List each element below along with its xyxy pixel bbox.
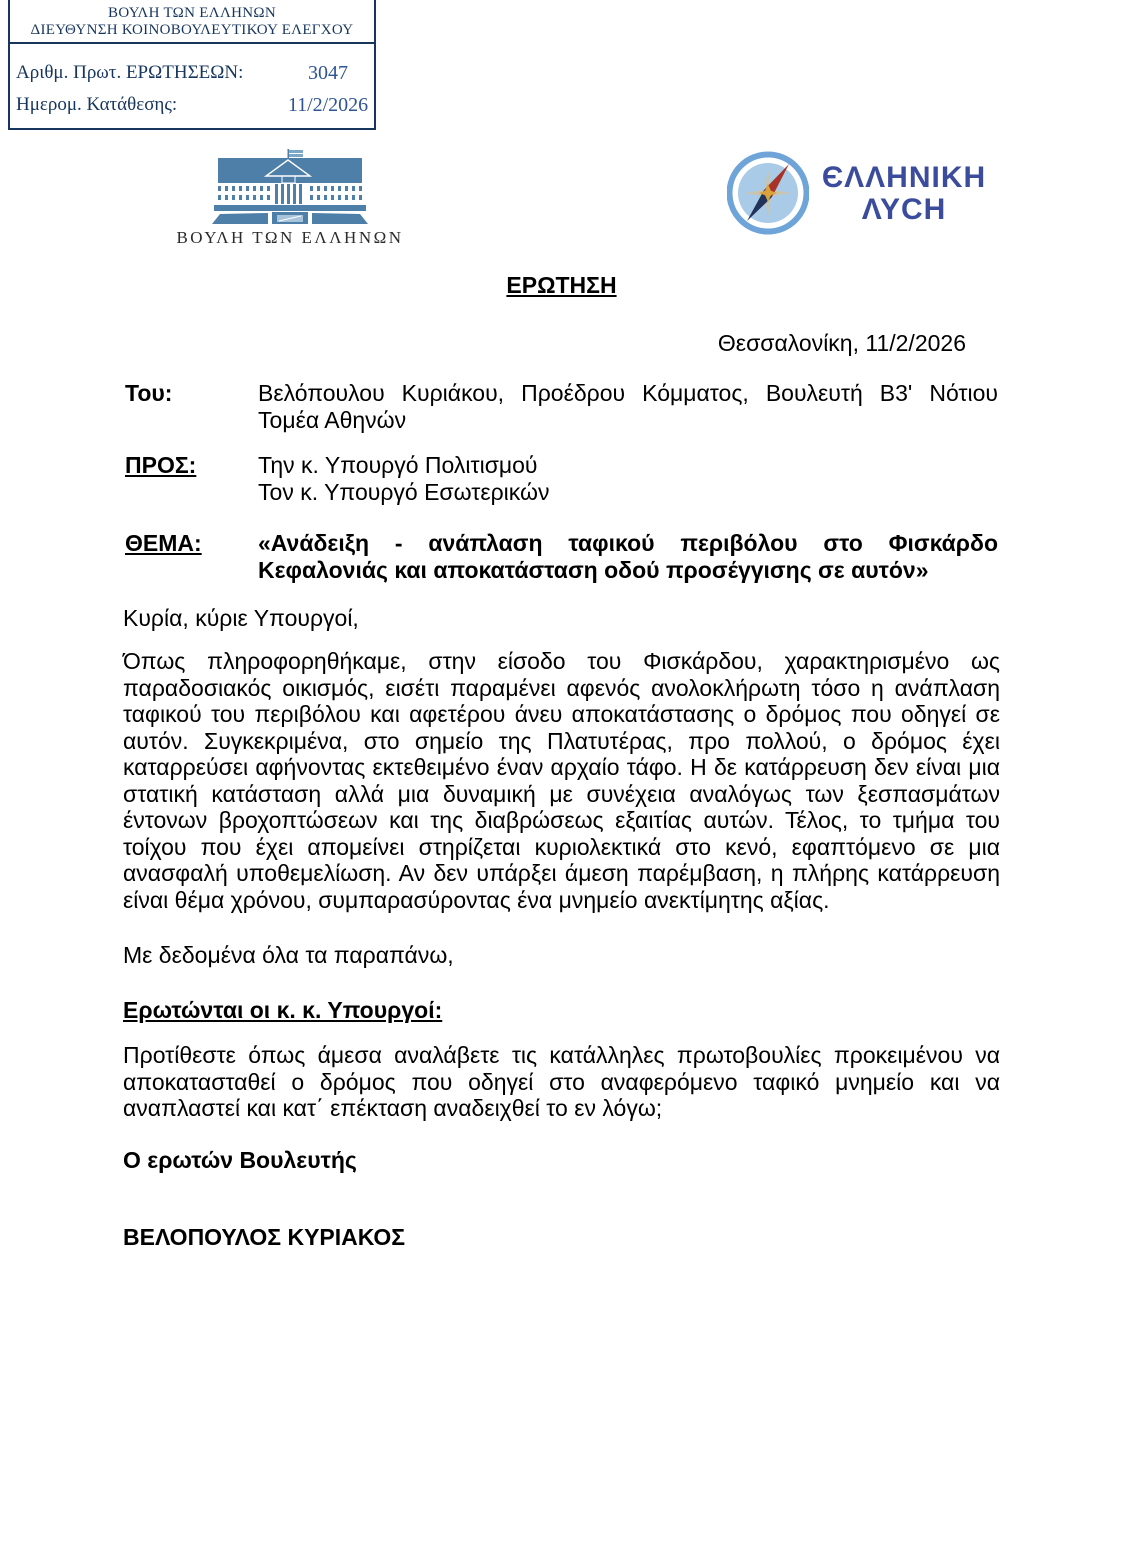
body-paragraph: Όπως πληροφορηθήκαμε, στην είσοδο του Φισκάρδου, χαρακτηρισμένο ως παραδοσιακός οικισμός, εισέτι παραμένει αφενός ανολοκλήρωτη τόσο η ανάπλαση ταφικού του περιβόλου και αφετέρου άνευ αποκατάστασης ο δρόμος που οδηγεί σε αυτόν. Συγκεκριμένα, στο σημείο της Πλατυτέρας, προ πολλού, ο δρόμος έχει καταρρεύσει αφήνοντας εκτεθειμένο έναν αρχαίο τάφο. Η δε κατάρρευση δεν είναι μια στατική κατάσταση αλλά μια δυναμική με συνέχεια αναλόγως των ξεσπασμάτων έντονων βροχοπτώσεων και της διαβρώσεως εξαιτίας αυτών. Τέλος, το τμήμα του τοίχου που έχει απομείνει στηρίζεται κυριολεκτικά στο κενό, εφαπτόμενο σε μια ανασφαλή υποθεμελίωση. Αν δεν υπάρξει άμεση παρέμβαση, η πλήρης κατάρρευση είναι θέμα χρόνου, συμπαρασύροντας ένα μνημείο ανεκτίμητης αξίας. bbox=[123, 648, 1000, 913]
to-label: ΠΡΟΣ: bbox=[125, 452, 197, 478]
deposit-date-label: Ημερομ. Κατάθεσης: bbox=[16, 94, 178, 115]
deposit-date-value: 11/2/2026 bbox=[287, 94, 369, 116]
signature-role: Ο ερωτών Βουλευτής bbox=[123, 1147, 357, 1173]
subject-section bbox=[123, 530, 1000, 583]
parliament-logo bbox=[170, 149, 410, 248]
stamp-org-line2: ΔΙΕΥΘΥΝΣΗ ΚΟΙΝΟΒΟΥΛΕΥΤΙΚΟΥ ΕΛΕΓΧΟΥ bbox=[30, 22, 354, 38]
question-heading bbox=[123, 997, 1000, 1024]
signature-name: ΒΕΛΟΠΟΥΛΟΣ ΚΥΡΙΑΚΟΣ bbox=[123, 1224, 406, 1250]
document-title bbox=[123, 272, 1000, 299]
subject-text: «Ανάδειξη - ανάπλαση ταφικού περιβόλου στο Φισκάρδο Κεφαλονιάς και αποκατάσταση οδού προσέγγισης σε αυτόν» bbox=[258, 530, 998, 583]
document-title-text: ΕΡΩΤΗΣΗ bbox=[506, 272, 617, 298]
subject-label: ΘΕΜΑ: bbox=[125, 530, 202, 556]
to-recipient-2: Τον κ. Υπουργό Εσωτερικών bbox=[258, 478, 550, 505]
protocol-stamp-box bbox=[8, 0, 376, 130]
parliament-building-icon bbox=[210, 149, 370, 225]
party-name-line2: ΛΥCΗ bbox=[861, 193, 947, 226]
from-label: Του: bbox=[125, 380, 173, 406]
to-recipient-1: Την κ. Υπουργό Πολιτισμού bbox=[258, 452, 538, 478]
parliament-logo-caption: ΒΟΥΛΗ ΤΩΝ ΕΛΛΗΝΩΝ bbox=[176, 228, 404, 247]
compass-icon bbox=[727, 151, 809, 235]
to-section bbox=[123, 452, 1000, 505]
place-date-line: Θεσσαλονίκη, 11/2/2026 bbox=[717, 330, 966, 356]
party-name bbox=[815, 162, 993, 226]
transition-line: Με δεδομένα όλα τα παραπάνω, bbox=[123, 942, 454, 968]
salutation: Κυρία, κύριε Υπουργοί, bbox=[123, 605, 359, 631]
to-recipients bbox=[258, 452, 998, 505]
from-section bbox=[123, 380, 1000, 433]
question-paragraph: Προτίθεστε όπως άμεσα αναλάβετε τις κατάλληλες πρωτοβουλίες προκειμένου να αποκατασταθεί ο δρόμος που οδηγεί στο αναφερόμενο ταφικό μνημείο και να αναπλαστεί και κατ΄ επέκταση αναδειχθεί το εν λόγω; bbox=[123, 1042, 1000, 1121]
question-heading-text: Ερωτώνται οι κ. κ. Υπουργοί: bbox=[123, 997, 443, 1023]
stamp-org-line1: ΒΟΥΛΗ ΤΩΝ ΕΛΛΗΝΩΝ bbox=[108, 5, 276, 21]
party-name-line1: ЄΛΛΗΝΙΚΗ bbox=[821, 161, 987, 194]
from-value: Βελόπουλου Κυριάκου, Προέδρου Κόμματος, Βουλευτή Β3' Νότιου Τομέα Αθηνών bbox=[258, 380, 998, 433]
protocol-number-label: Αριθμ. Πρωτ. ΕΡΩΤΗΣΕΩΝ: bbox=[16, 62, 244, 83]
protocol-number-value: 3047 bbox=[308, 62, 348, 84]
stamp-header bbox=[10, 0, 374, 44]
stamp-body bbox=[10, 44, 374, 130]
